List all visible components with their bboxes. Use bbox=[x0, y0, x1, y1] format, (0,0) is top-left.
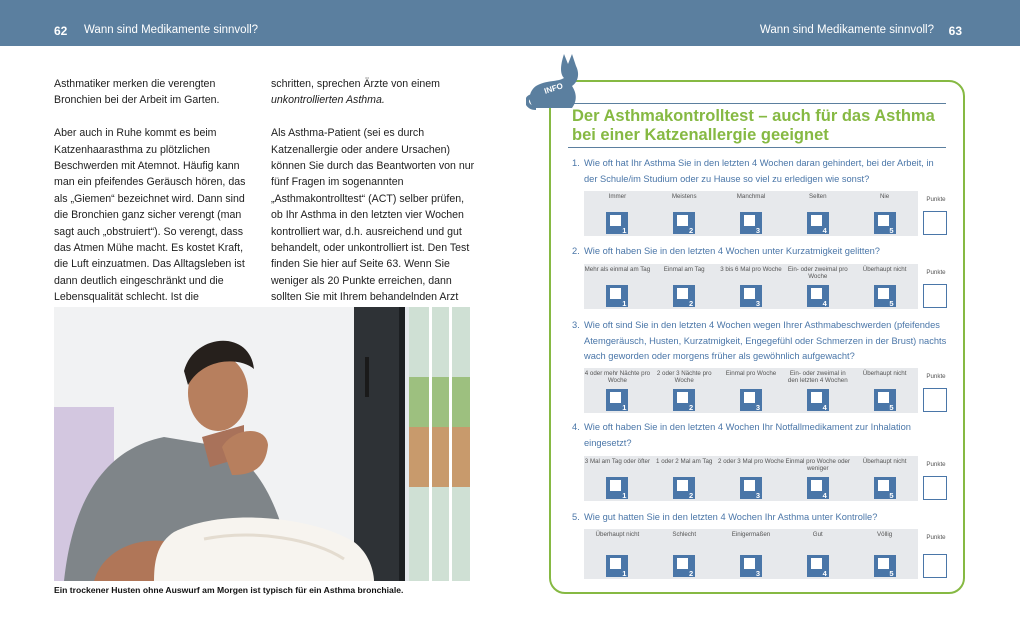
title-rule-top bbox=[568, 103, 946, 104]
answer-checkbox[interactable] bbox=[606, 285, 628, 307]
answer-checkbox[interactable] bbox=[673, 285, 695, 307]
question-3 bbox=[572, 318, 948, 365]
answer-option-label: 3 bis 6 Mal pro Woche bbox=[720, 266, 782, 273]
points-label: Punkte bbox=[926, 461, 946, 468]
answer-checkbox[interactable] bbox=[874, 212, 896, 234]
answer-checkbox[interactable] bbox=[874, 389, 896, 411]
answer-option bbox=[584, 368, 651, 413]
answer-option-label: 2 oder 3 Nächte pro Woche bbox=[656, 370, 712, 385]
answer-option bbox=[851, 529, 918, 579]
answer-score-value: 3 bbox=[755, 226, 760, 235]
checkbox-field bbox=[878, 558, 889, 569]
coughing-man-photo bbox=[54, 307, 470, 581]
answer-checkbox[interactable] bbox=[673, 389, 695, 411]
answer-option-label: Überhaupt nicht bbox=[595, 531, 640, 538]
answer-checkbox[interactable] bbox=[673, 477, 695, 499]
question-4 bbox=[572, 420, 948, 451]
photo-illustration bbox=[54, 307, 470, 581]
answer-score-value: 4 bbox=[822, 226, 827, 235]
answer-option-label: Ein- oder zweimal in den letzten 4 Wochen bbox=[787, 370, 848, 385]
left-running-title: Wann sind Medikamente sinnvoll? bbox=[84, 24, 259, 36]
answer-option-label: 3 Mal am Tag oder öfter bbox=[584, 458, 651, 465]
checkbox-field bbox=[811, 558, 822, 569]
answer-score-value: 1 bbox=[622, 403, 627, 412]
checkbox-field bbox=[878, 288, 889, 299]
left-page-number: 62 bbox=[54, 24, 68, 38]
answer-score-value: 2 bbox=[689, 569, 694, 578]
answer-checkbox[interactable] bbox=[740, 555, 762, 577]
points-label: Punkte bbox=[926, 196, 946, 203]
answer-score-value: 1 bbox=[622, 299, 627, 308]
checkbox-field bbox=[878, 480, 889, 491]
paragraph-cat-asthma: Aber auch in Ruhe kommt es beim Katzenhaarasthma zu plötzlichen Beschwerden mit Atemnot. Häufig kann man ein pfeifendes Geräusch hören, das als „Giemen“ bezeichnet wird. Dann sind die Bronchien ganz sicher verengt (man sagt auch „obstruiert“). So verengt, dass das Atmen Mühe macht. Es kostet Kraft, die Luft einzuatmen. Das Alltagsleben ist dann deutlich eingeschränkt und die Lebensqualität schlecht. Ist die bbox=[54, 127, 246, 304]
cat-info-badge bbox=[526, 52, 582, 110]
answer-option bbox=[784, 264, 851, 309]
answer-option bbox=[718, 529, 785, 579]
answer-option bbox=[651, 368, 718, 413]
answer-checkbox[interactable] bbox=[606, 555, 628, 577]
answer-option-label: 1 oder 2 Mal am Tag bbox=[656, 458, 713, 465]
answer-option bbox=[784, 368, 851, 413]
info-box-title: Der Asthmakontrolltest – auch für das Asthma bei einer Katzenallergie geeignet bbox=[572, 107, 935, 144]
answer-option-label: Überhaupt nicht bbox=[862, 370, 907, 377]
answer-option bbox=[718, 368, 785, 413]
points-label: Punkte bbox=[926, 534, 946, 541]
answer-option-label: Völlig bbox=[877, 531, 893, 538]
answer-option-label: Einmal am Tag bbox=[663, 266, 705, 273]
answer-option bbox=[584, 191, 651, 236]
answer-checkbox[interactable] bbox=[807, 555, 829, 577]
checkbox-field bbox=[744, 558, 755, 569]
answer-option bbox=[784, 456, 851, 501]
answer-checkbox[interactable] bbox=[740, 285, 762, 307]
points-entry-box[interactable] bbox=[923, 388, 947, 412]
answer-checkbox[interactable] bbox=[740, 477, 762, 499]
answer-option bbox=[718, 264, 785, 309]
answer-option-label: Immer bbox=[608, 193, 627, 200]
answer-option-label: Manchmal bbox=[736, 193, 766, 200]
answer-option-label: Schlecht bbox=[672, 531, 697, 538]
checkbox-field bbox=[744, 480, 755, 491]
right-page-number: 63 bbox=[948, 24, 962, 38]
answer-option-label: 2 oder 3 Mal pro Woche bbox=[718, 458, 784, 465]
answer-options-row bbox=[584, 529, 918, 579]
answer-score-value: 5 bbox=[889, 403, 894, 412]
checkbox-field bbox=[878, 215, 889, 226]
question-text: Wie oft haben Sie in den letzten 4 Wochen Ihr Notfallmedikament zur Inhalation eingesetzt? bbox=[584, 422, 911, 448]
question-text: Wie oft hat Ihr Asthma Sie in den letzten 4 Wochen daran gehindert, bei der Arbeit, in der Schule/im Studium oder zu Hause so viel zu erledigen wie sonst? bbox=[584, 158, 934, 184]
question-2 bbox=[572, 244, 948, 260]
answer-option-label: Ein- oder zweimal pro Woche bbox=[787, 266, 848, 281]
points-entry-box[interactable] bbox=[923, 476, 947, 500]
points-label: Punkte bbox=[926, 373, 946, 380]
checkbox-field bbox=[677, 480, 688, 491]
answer-option bbox=[584, 529, 651, 579]
answer-checkbox[interactable] bbox=[807, 212, 829, 234]
question-number: 4. bbox=[572, 422, 580, 432]
answer-score-value: 2 bbox=[689, 491, 694, 500]
points-entry-box[interactable] bbox=[923, 554, 947, 578]
checkbox-field bbox=[811, 480, 822, 491]
answer-option bbox=[651, 264, 718, 309]
answer-score-value: 4 bbox=[822, 403, 827, 412]
answer-option bbox=[718, 191, 785, 236]
checkbox-field bbox=[878, 392, 889, 403]
answer-option-label: Selten bbox=[809, 193, 827, 200]
answer-checkbox[interactable] bbox=[807, 389, 829, 411]
answer-option-label: Einmal pro Woche oder weniger bbox=[785, 458, 851, 473]
answer-option bbox=[851, 456, 918, 501]
question-number: 5. bbox=[572, 512, 580, 522]
answer-score-value: 2 bbox=[689, 226, 694, 235]
answer-checkbox[interactable] bbox=[874, 555, 896, 577]
answer-score-value: 3 bbox=[755, 491, 760, 500]
answer-checkbox[interactable] bbox=[807, 477, 829, 499]
answer-checkbox[interactable] bbox=[874, 285, 896, 307]
cat-silhouette-icon bbox=[526, 52, 582, 110]
answer-score-value: 4 bbox=[822, 491, 827, 500]
answer-option bbox=[851, 191, 918, 236]
checkbox-field bbox=[811, 215, 822, 226]
answer-option-label: Meistens bbox=[671, 193, 697, 200]
checkbox-field bbox=[744, 215, 755, 226]
page-header bbox=[0, 0, 1020, 46]
answer-option bbox=[651, 456, 718, 501]
photo-caption: Ein trockener Husten ohne Auswurf am Morgen ist typisch für ein Asthma bronchiale. bbox=[54, 585, 404, 595]
answer-option bbox=[718, 456, 785, 501]
answer-score-value: 3 bbox=[755, 299, 760, 308]
answer-option bbox=[584, 264, 651, 309]
paragraph-uncontrolled bbox=[271, 76, 475, 109]
info-badge-label: INFO bbox=[543, 81, 565, 96]
paragraph-garden: Asthmatiker merken die verengten Bronchien bei der Arbeit im Garten. bbox=[54, 78, 220, 107]
answer-option bbox=[651, 529, 718, 579]
checkbox-field bbox=[744, 288, 755, 299]
checkbox-field bbox=[610, 558, 621, 569]
answer-options-row bbox=[584, 191, 918, 236]
checkbox-field bbox=[610, 215, 621, 226]
paragraph-uncontrolled-emphasis: unkontrollierten Asthma. bbox=[271, 94, 385, 107]
answer-checkbox[interactable] bbox=[874, 477, 896, 499]
question-text: Wie gut hatten Sie in den letzten 4 Wochen Ihr Asthma unter Kontrolle? bbox=[584, 512, 878, 522]
answer-checkbox[interactable] bbox=[673, 555, 695, 577]
question-text: Wie oft haben Sie in den letzten 4 Wochen unter Kurzatmigkeit gelitten? bbox=[584, 246, 880, 256]
checkbox-field bbox=[811, 288, 822, 299]
answer-score-value: 4 bbox=[822, 299, 827, 308]
answer-score-value: 2 bbox=[689, 403, 694, 412]
answer-options-row bbox=[584, 368, 918, 413]
answer-checkbox[interactable] bbox=[807, 285, 829, 307]
answer-score-value: 4 bbox=[822, 569, 827, 578]
points-entry-box[interactable] bbox=[923, 284, 947, 308]
checkbox-field bbox=[677, 392, 688, 403]
question-number: 1. bbox=[572, 158, 580, 168]
checkbox-field bbox=[677, 215, 688, 226]
question-number: 2. bbox=[572, 246, 580, 256]
answer-option-label: Mehr als einmal am Tag bbox=[584, 266, 651, 273]
paragraph-uncontrolled-text: schritten, sprechen Ärzte von einem bbox=[271, 78, 440, 90]
answer-option bbox=[784, 191, 851, 236]
answer-score-value: 5 bbox=[889, 226, 894, 235]
answer-option-label: Überhaupt nicht bbox=[862, 266, 907, 273]
answer-option bbox=[584, 456, 651, 501]
question-1 bbox=[572, 156, 948, 187]
answer-score-value: 1 bbox=[622, 226, 627, 235]
answer-option-label: Überhaupt nicht bbox=[862, 458, 907, 465]
question-5 bbox=[572, 510, 948, 526]
points-label: Punkte bbox=[926, 269, 946, 276]
answer-checkbox[interactable] bbox=[740, 389, 762, 411]
answer-score-value: 5 bbox=[889, 491, 894, 500]
question-number: 3. bbox=[572, 320, 580, 330]
question-text: Wie oft sind Sie in den letzten 4 Wochen wegen Ihrer Asthmabeschwerden (pfeifendes Atemgeräusch, Husten, Kurzatmigkeit, Engegefühl oder Schmerzen in der Brust) nachts wach geworden oder morgens früher als gewöhnlich aufgewacht? bbox=[584, 320, 947, 362]
points-entry-box[interactable] bbox=[923, 211, 947, 235]
answer-option-label: Gut bbox=[812, 531, 823, 538]
answer-score-value: 3 bbox=[755, 403, 760, 412]
answer-score-value: 5 bbox=[889, 569, 894, 578]
answer-checkbox[interactable] bbox=[606, 477, 628, 499]
checkbox-field bbox=[610, 288, 621, 299]
answer-score-value: 1 bbox=[622, 569, 627, 578]
answer-option-label: Einmal pro Woche bbox=[725, 370, 777, 377]
answer-option bbox=[651, 191, 718, 236]
answer-checkbox[interactable] bbox=[740, 212, 762, 234]
checkbox-field bbox=[677, 558, 688, 569]
right-running-title: Wann sind Medikamente sinnvoll? bbox=[759, 24, 934, 36]
answer-score-value: 5 bbox=[889, 299, 894, 308]
answer-checkbox[interactable] bbox=[606, 212, 628, 234]
title-rule-bottom bbox=[568, 147, 946, 148]
answer-option bbox=[784, 529, 851, 579]
checkbox-field bbox=[811, 392, 822, 403]
answer-option bbox=[851, 264, 918, 309]
answer-option-label: Einigermaßen bbox=[731, 531, 771, 538]
answer-options-row bbox=[584, 264, 918, 309]
checkbox-field bbox=[610, 480, 621, 491]
answer-score-value: 3 bbox=[755, 569, 760, 578]
checkbox-field bbox=[677, 288, 688, 299]
answer-score-value: 2 bbox=[689, 299, 694, 308]
checkbox-field bbox=[744, 392, 755, 403]
answer-option-label: 4 oder mehr Nächte pro Woche bbox=[584, 370, 651, 385]
answer-score-value: 1 bbox=[622, 491, 627, 500]
paragraph-act-test: Als Asthma-Patient (sei es durch Katzenallergie oder andere Ursachen) können Sie durch das Beantworten von nur fünf Fragen im sogenannten „Asthmakontrolltest“ (ACT) selber prüfen, ob Ihr Asthma in den letzten vier Wochen kontrolliert war, d.h. ausreichend und gut behandelt, oder unkontrolliert ist. Den Test finden Sie hier auf Seite 63. Wenn Sie weniger als 20 Punkte erreichen, dann sollten Sie mit Ihrem behandelnden Arzt bbox=[271, 127, 475, 304]
answer-checkbox[interactable] bbox=[673, 212, 695, 234]
answer-option-label: Nie bbox=[879, 193, 890, 200]
answer-options-row bbox=[584, 456, 918, 501]
text-column-right bbox=[271, 76, 475, 322]
answer-option bbox=[851, 368, 918, 413]
checkbox-field bbox=[610, 392, 621, 403]
answer-checkbox[interactable] bbox=[606, 389, 628, 411]
